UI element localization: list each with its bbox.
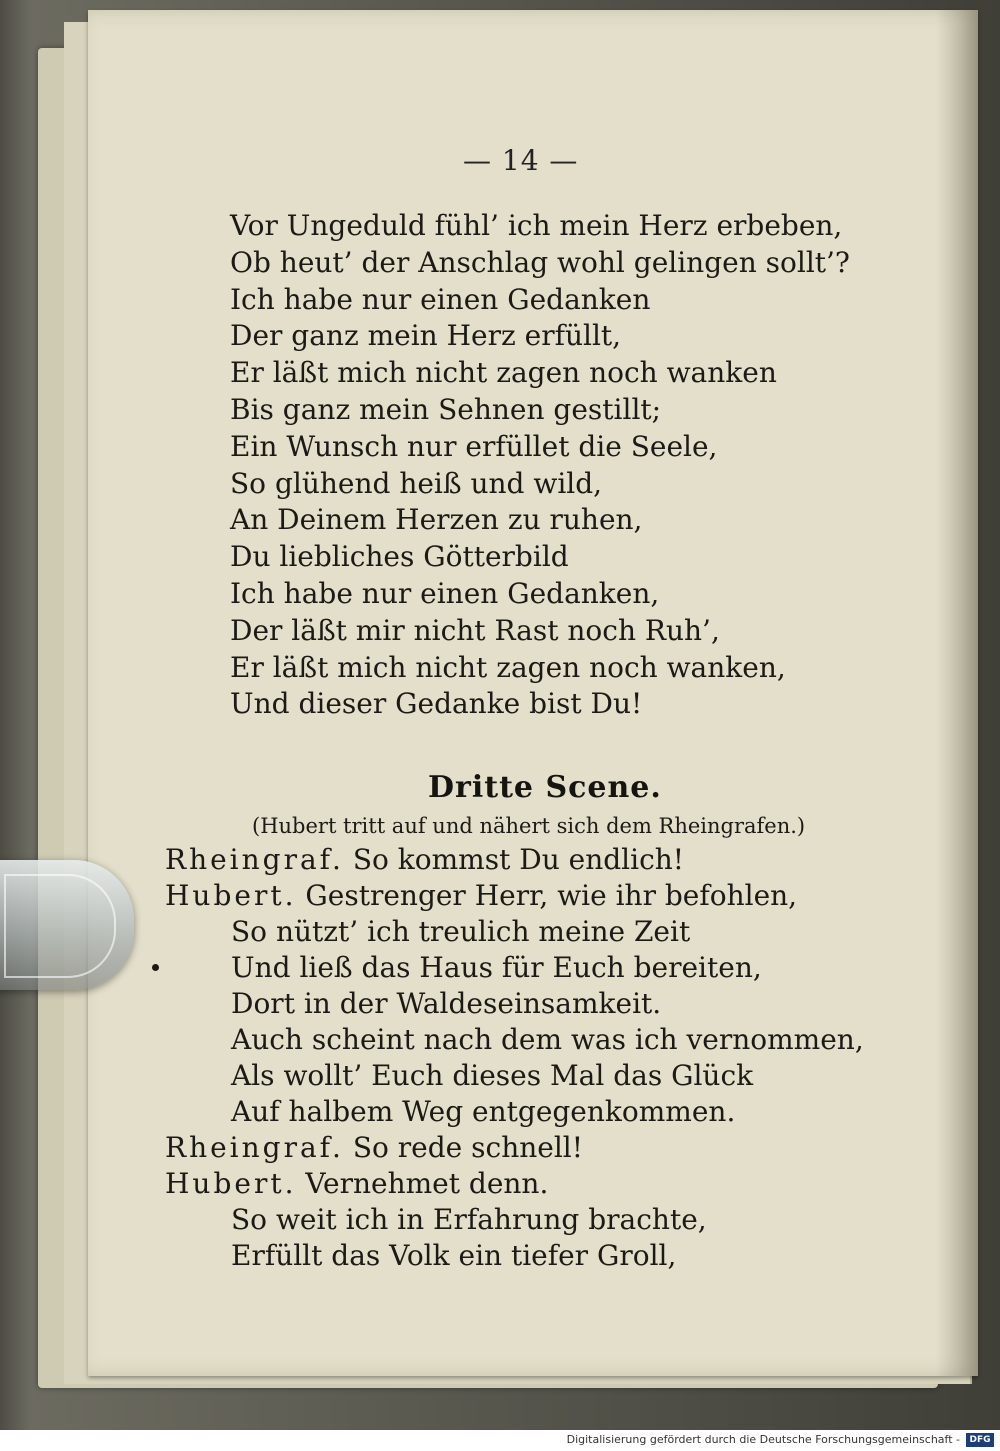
dialogue-text: Auf halbem Weg entgegenkommen. [231, 1095, 736, 1128]
verse-line: Der läßt mir nicht Rast noch Ruh’, [230, 613, 720, 647]
page-clip-highlight [4, 874, 116, 978]
page-clip [0, 860, 134, 990]
stage-direction: (Hubert tritt auf und nähert sich dem Rheingrafen.) [252, 814, 806, 838]
verse-line: Ich habe nur einen Gedanken, [230, 576, 660, 610]
digitization-footer [0, 1430, 1000, 1451]
dialogue-line [165, 986, 865, 1022]
dialogue-line [165, 1166, 865, 1202]
ink-spot [152, 964, 159, 971]
dialogue-line [165, 1238, 865, 1274]
dialogue-line [165, 1130, 865, 1166]
dialogue-text: Auch scheint nach dem was ich vernommen, [231, 1023, 864, 1056]
dialogue-block [165, 842, 865, 1274]
verse-line: Der ganz mein Herz erfüllt, [230, 319, 622, 353]
dialogue-text: So nützt’ ich treulich meine Zeit [231, 915, 691, 948]
verse-line: Und dieser Gedanke bist Du! [230, 687, 643, 721]
dialogue-line [165, 1058, 865, 1094]
verse-line: Vor Ungeduld fühl’ ich mein Herz erbeben, [230, 209, 843, 242]
dialogue-text: So kommst Du endlich! [352, 843, 685, 876]
footer-credit: Digitalisierung gefördert durch die Deutsche Forschungsgemeinschaft - [566, 1433, 960, 1446]
dialogue-line [165, 842, 865, 878]
dialogue-line [165, 878, 865, 914]
dialogue-text: Erfüllt das Volk ein tiefer Groll, [231, 1239, 677, 1272]
verse-line: So glühend heiß und wild, [230, 466, 603, 500]
verse-line: An Deinem Herzen zu ruhen, [230, 503, 643, 537]
verse-line: Ich habe nur einen Gedanken [230, 282, 651, 316]
dialogue-line [165, 950, 865, 986]
dialogue-text: Als wollt’ Euch dieses Mal das Glück [231, 1059, 754, 1092]
dfg-logo: DFG [966, 1433, 994, 1447]
dialogue-line [165, 1202, 865, 1238]
speaker-name: Hubert. [165, 1167, 297, 1200]
dialogue-text: So weit ich in Erfahrung brachte, [231, 1203, 707, 1236]
verse-block [230, 208, 850, 723]
spine-shadow [936, 10, 978, 1376]
speaker-name: Rheingraf. [165, 843, 344, 876]
page-number: — 14 — [463, 144, 579, 177]
dialogue-line [165, 1094, 865, 1130]
dialogue-line [165, 1022, 865, 1058]
speaker-name: Rheingraf. [165, 1131, 344, 1164]
verse-line: Du liebliches Götterbild [230, 540, 569, 574]
verse-line: Ein Wunsch nur erfüllet die Seele, [230, 429, 718, 463]
dialogue-text: Gestrenger Herr, wie ihr befohlen, [305, 879, 798, 912]
dialogue-line [165, 914, 865, 950]
speaker-name: Hubert. [165, 879, 297, 912]
dialogue-text: Vernehmet denn. [305, 1167, 549, 1200]
verse-line: Er läßt mich nicht zagen noch wanken, [230, 650, 786, 684]
dialogue-text: Dort in der Waldeseinsamkeit. [231, 987, 662, 1020]
verse-line: Er läßt mich nicht zagen noch wanken [230, 356, 777, 390]
dialogue-text: Und ließ das Haus für Euch bereiten, [231, 951, 762, 984]
verse-line: Bis ganz mein Sehnen gestillt; [230, 392, 662, 426]
dialogue-text: So rede schnell! [352, 1131, 583, 1164]
verse-line: Ob heut’ der Anschlag wohl gelingen sollt’? [230, 245, 850, 279]
scene-title: Dritte Scene. [428, 770, 662, 805]
